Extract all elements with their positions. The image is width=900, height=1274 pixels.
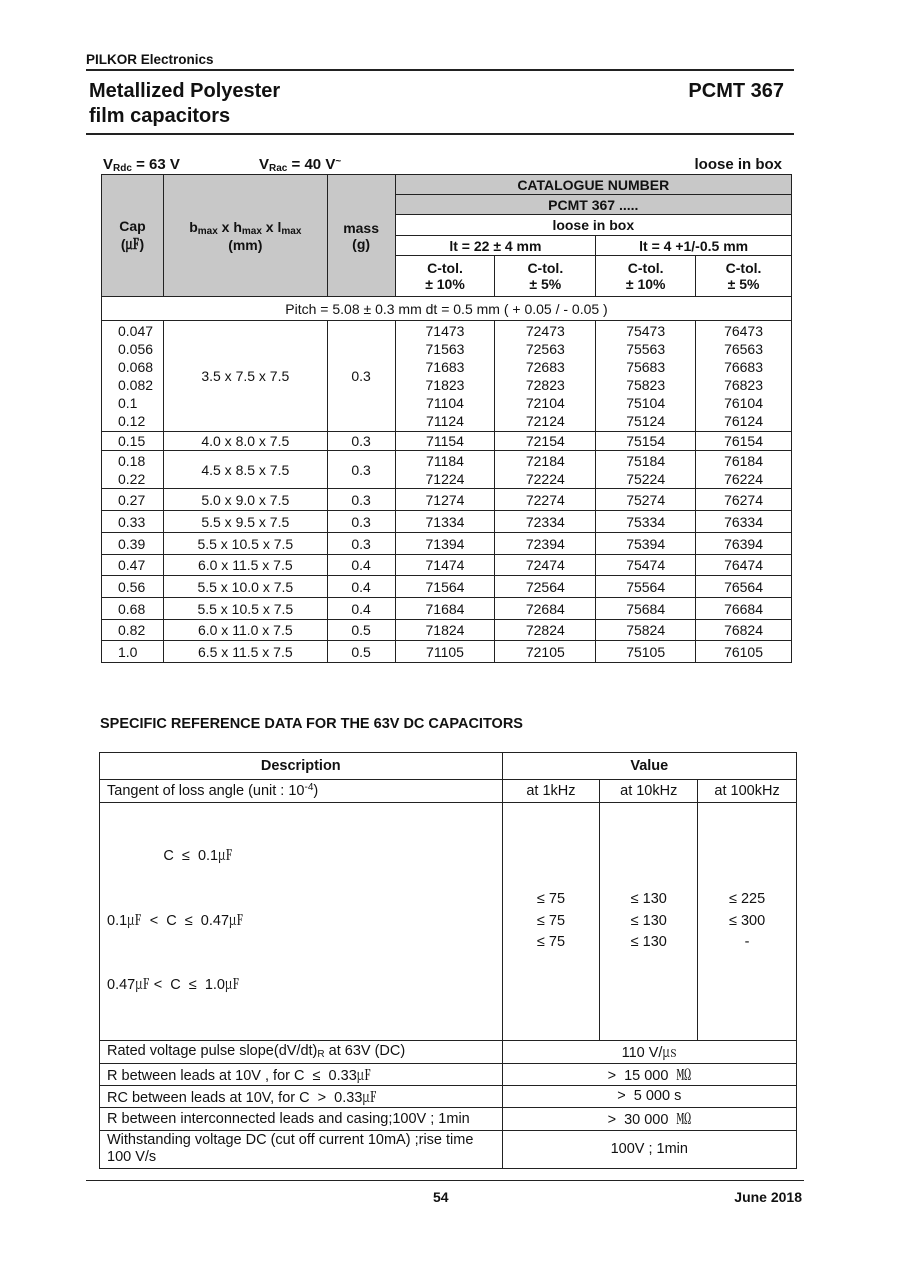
capacitance-cell-value: 0.47 (118, 557, 146, 574)
tangent-values-100khz: ≤ 225 ≤ 300 - (698, 803, 797, 1041)
catalogue-row (102, 576, 792, 598)
catalogue-row (102, 555, 792, 576)
dimensions-cell: 6.5 x 11.5 x 7.5 (163, 641, 327, 663)
catalogue-number-cell-value: 75224 (626, 470, 666, 487)
rc-label: RC between leads at 10V, for C > 0.33㎌ (100, 1085, 503, 1107)
capacitance-cell (102, 598, 164, 620)
catalogue-number-cell-value: 76563 (724, 340, 764, 357)
catalogue-number-cell-value: 76104 (724, 395, 764, 412)
catalogue-number-cell-value: 75154 (626, 433, 666, 449)
tangent-label: Tangent of loss angle (unit : $10^{-4}$) (100, 780, 503, 803)
dimensions-cell: 4.5 x 8.5 x 7.5 (163, 451, 327, 489)
col-header-lead-long: lt = 22 ± 4 mm (395, 236, 596, 256)
col-header-tol-5-short: C-tol. ± 5% (696, 256, 792, 297)
dimensions-cell: 3.5 x 7.5 x 7.5 (163, 321, 327, 432)
catalogue-number-cell-value: 71154 (426, 433, 464, 449)
catalogue-number-cell-value: 71394 (425, 535, 465, 552)
catalogue-number-cell-value: 75823 (626, 377, 666, 393)
catalogue-number-cell-value: 72823 (525, 377, 565, 393)
catalogue-row (102, 451, 792, 489)
catalogue-number-cell-value: 72274 (525, 491, 565, 508)
publication-date: June 2018 (734, 1189, 802, 1205)
capacitance-cell (102, 432, 164, 451)
catalogue-number-cell (696, 451, 792, 489)
catalogue-number-cell-value: 71334 (425, 513, 465, 530)
capacitance-cell-value: 0.12 (118, 413, 146, 430)
catalogue-number-cell (596, 576, 696, 598)
catalogue-row (102, 641, 792, 663)
catalogue-number-cell (395, 432, 495, 451)
catalogue-number-cell-value: 72105 (525, 643, 565, 660)
freq-100khz: at 100kHz (698, 780, 797, 803)
r-leads-label: R between leads at 10V , for C ≤ 0.33㎌ (100, 1063, 503, 1085)
catalogue-number-cell (495, 489, 596, 511)
col-header-tol-5-long: C-tol. ± 5% (495, 256, 596, 297)
mass-cell: 0.3 (327, 511, 395, 533)
dimensions-cell: 4.0 x 8.0 x 7.5 (163, 432, 327, 451)
catalogue-row (102, 489, 792, 511)
catalogue-number-cell-value: 76394 (724, 535, 764, 552)
capacitance-cell-value: 0.27 (118, 491, 146, 508)
col-header-lead-short: lt = 4 +1/-0.5 mm (596, 236, 792, 256)
rc-value: > 5 000 s (502, 1085, 796, 1107)
ref-header-description: Description (100, 753, 503, 780)
withstand-value: 100V ; 1min (502, 1130, 796, 1168)
catalogue-number-cell-value: 71683 (425, 358, 465, 375)
catalogue-number-cell-value: 72334 (525, 513, 565, 530)
catalogue-number-cell (495, 533, 596, 555)
catalogue-number-cell (696, 432, 792, 451)
catalogue-number-cell (495, 432, 596, 451)
catalogue-number-cell (596, 555, 696, 576)
catalogue-number-cell-value: 75824 (626, 622, 666, 639)
catalogue-number-cell-value: 72684 (525, 600, 565, 617)
catalogue-number-cell-value: 71224 (425, 470, 465, 487)
freq-10khz: at 10kHz (600, 780, 698, 803)
catalogue-number-cell-value: 76105 (724, 643, 764, 660)
catalogue-number-cell (596, 451, 696, 489)
catalogue-number-cell (696, 620, 792, 641)
catalogue-number-cell (395, 489, 495, 511)
catalogue-number-cell-value: 72564 (525, 578, 565, 595)
catalogue-number-cell-value: 72154 (525, 433, 565, 449)
catalogue-number-cell (395, 511, 495, 533)
catalogue-number-cell-value: 72474 (525, 557, 565, 574)
pulse-slope-label: Rated voltage pulse $slope(dV/dt)_R$ at 63V (DC) (100, 1040, 503, 1063)
catalogue-number-cell-value: 75473 (626, 322, 666, 339)
catalogue-number-cell (696, 555, 792, 576)
catalogue-number-cell-value: 76683 (724, 358, 764, 375)
capacitance-cell-value: 0.68 (118, 600, 146, 617)
catalogue-number-cell-value: 75684 (626, 600, 666, 617)
catalogue-number-cell (395, 576, 495, 598)
mass-cell: 0.4 (327, 598, 395, 620)
mass-cell: 0.3 (327, 489, 395, 511)
capacitance-cell-value: 0.33 (118, 513, 146, 530)
catalogue-row (102, 620, 792, 641)
catalogue-number-cell (596, 489, 696, 511)
tangent-conditions: C ≤ 0.1㎌ 0.1㎌ < C ≤ 0.47㎌ 0.47㎌ < C ≤ 1.0㎌ (100, 803, 503, 1041)
catalogue-number-cell-value: 76274 (724, 491, 764, 508)
catalogue-number-cell (596, 432, 696, 451)
col-header-tol-10-short: C-tol. ± 10% (596, 256, 696, 297)
catalogue-number-cell (696, 598, 792, 620)
capacitance-cell-value: 0.082 (118, 377, 154, 393)
r-casing-value: > 30 000 ㏁ (502, 1107, 796, 1130)
tangent-values-1khz: ≤ 75 ≤ 75 ≤ 75 (502, 803, 600, 1041)
catalogue-number-cell (696, 576, 792, 598)
capacitance-cell-value: 0.068 (118, 358, 154, 375)
mass-cell: 0.5 (327, 641, 395, 663)
dimensions-cell: 6.0 x 11.5 x 7.5 (163, 555, 327, 576)
catalogue-number-cell-value: 76473 (724, 322, 764, 339)
catalogue-number-cell-value: 71823 (425, 377, 465, 393)
catalogue-number-cell (596, 598, 696, 620)
catalogue-number-cell (696, 533, 792, 555)
mass-cell: 0.5 (327, 620, 395, 641)
catalogue-number-cell-value: 76823 (724, 377, 764, 393)
tangent-values-10khz: ≤ 130 ≤ 130 ≤ 130 (600, 803, 698, 1041)
company-name: PILKOR Electronics (86, 52, 214, 67)
capacitance-cell (102, 451, 164, 489)
pitch-note: Pitch = 5.08 ± 0.3 mm dt = 0.5 mm ( + 0.05 / - 0.05 ) (102, 297, 792, 321)
catalogue-number-cell-value: 71124 (426, 413, 464, 430)
catalogue-number-cell-value: 72224 (525, 470, 565, 487)
catalogue-number-cell (395, 451, 495, 489)
catalogue-number-cell-value: 75105 (626, 643, 666, 660)
dimensions-cell: 5.5 x 10.5 x 7.5 (163, 598, 327, 620)
header-rule-top (86, 69, 794, 71)
catalogue-number-cell (596, 511, 696, 533)
col-header-cap: Cap (㎌) (102, 175, 164, 297)
catalogue-number-cell-value: 72104 (525, 395, 565, 412)
catalogue-number-cell-value: 75104 (626, 395, 666, 412)
catalogue-number-cell (495, 620, 596, 641)
catalogue-number-cell-value: 71473 (425, 322, 465, 339)
catalogue-number-cell-value: 76124 (724, 413, 764, 430)
catalogue-number-cell (395, 641, 495, 663)
mass-cell: 0.3 (327, 451, 395, 489)
catalogue-row (102, 511, 792, 533)
section-title: SPECIFIC REFERENCE DATA FOR THE 63V DC CAPACITORS (100, 716, 523, 732)
catalogue-number-cell-value: 76564 (724, 578, 764, 595)
packing-label: loose in box (694, 156, 782, 173)
mass-cell: 0.3 (327, 321, 395, 432)
catalogue-number-cell (696, 489, 792, 511)
capacitance-cell-value: 0.22 (118, 470, 146, 487)
capacitance-cell (102, 576, 164, 598)
catalogue-number-cell-value: 75564 (626, 578, 666, 595)
capacitance-cell-value: 0.15 (118, 433, 146, 449)
r-casing-label: R between interconnected leads and casing;100V ; 1min (100, 1107, 503, 1130)
capacitance-cell-value: 0.1 (118, 395, 138, 412)
catalogue-number-cell-value: 71474 (425, 557, 465, 574)
catalogue-row (102, 432, 792, 451)
dimensions-cell: 5.5 x 9.5 x 7.5 (163, 511, 327, 533)
capacitance-cell-value: 0.39 (118, 535, 146, 552)
catalogue-number-cell-value: 72563 (525, 340, 565, 357)
catalogue-number-cell-value: 76824 (724, 622, 764, 639)
dimensions-cell: 6.0 x 11.0 x 7.5 (163, 620, 327, 641)
catalogue-number-cell (495, 598, 596, 620)
col-header-tol-10-long: C-tol. ± 10% (395, 256, 495, 297)
catalogue-number-cell-value: 75474 (626, 557, 666, 574)
catalogue-number-cell (495, 555, 596, 576)
dimensions-cell: 5.5 x 10.5 x 7.5 (163, 533, 327, 555)
mass-cell: 0.3 (327, 533, 395, 555)
part-number: PCMT 367 (688, 80, 784, 102)
catalogue-number-cell-value: 76224 (724, 470, 764, 487)
catalogue-number-cell-value: 71563 (425, 340, 465, 357)
catalogue-number-cell-value: 71824 (425, 622, 465, 639)
catalogue-number-cell-value: 71184 (426, 452, 464, 469)
col-header-catalogue-number: CATALOGUE NUMBER (395, 175, 791, 195)
catalogue-number-cell-value: 72124 (525, 413, 565, 430)
capacitance-cell-value: 0.18 (118, 452, 146, 469)
mass-cell: 0.4 (327, 576, 395, 598)
footer-rule (86, 1180, 804, 1181)
catalogue-number-cell-value: 76184 (724, 452, 764, 469)
capacitance-cell (102, 489, 164, 511)
catalogue-number-cell-value: 75394 (626, 535, 666, 552)
catalogue-number-cell (395, 620, 495, 641)
catalogue-number-cell (596, 641, 696, 663)
rated-dc-voltage: $V_{Rdc} = 63$ V (103, 156, 180, 174)
catalogue-number-cell (495, 576, 596, 598)
catalogue-number-cell-value: 75124 (626, 413, 666, 430)
catalogue-number-cell-value: 72683 (525, 358, 565, 375)
mass-cell: 0.4 (327, 555, 395, 576)
catalogue-row (102, 321, 792, 432)
dimensions-cell: 5.0 x 9.0 x 7.5 (163, 489, 327, 511)
catalogue-number-cell-value: 72824 (525, 622, 565, 639)
catalogue-number-cell-value: 76474 (724, 557, 764, 574)
col-header-mass: mass (g) (327, 175, 395, 297)
capacitance-cell-value: 0.056 (118, 340, 154, 357)
page-number: 54 (433, 1189, 449, 1205)
catalogue-number-cell-value: 75334 (626, 513, 666, 530)
catalogue-number-cell (495, 641, 596, 663)
capacitance-cell-value: 1.0 (118, 643, 138, 660)
catalogue-number-cell (395, 598, 495, 620)
catalogue-number-cell-value: 76334 (724, 513, 764, 530)
catalogue-number-cell-value: 71105 (426, 643, 464, 660)
catalogue-number-cell (596, 533, 696, 555)
catalogue-number-cell-value: 75683 (626, 358, 666, 375)
dimensions-cell: 5.5 x 10.0 x 7.5 (163, 576, 327, 598)
header-rule-bottom (86, 133, 794, 135)
product-title-line1: Metallized Polyester (89, 80, 281, 102)
r-leads-value: > 15 000 ㏁ (502, 1063, 796, 1085)
catalogue-row (102, 533, 792, 555)
catalogue-number-cell-value: 76154 (724, 433, 764, 449)
catalogue-number-cell-value: 72184 (525, 452, 565, 469)
capacitance-cell-value: 0.82 (118, 622, 146, 639)
capacitance-cell (102, 321, 164, 432)
col-header-series: PCMT 367 ..... (395, 195, 791, 215)
catalogue-number-cell (696, 511, 792, 533)
catalogue-number-cell (596, 321, 696, 432)
catalogue-number-cell (395, 555, 495, 576)
catalogue-number-cell-value: 72473 (525, 322, 565, 339)
ref-header-value: Value (502, 753, 796, 780)
catalogue-number-cell-value: 72394 (525, 535, 565, 552)
mass-cell: 0.3 (327, 432, 395, 451)
col-header-packing: loose in box (395, 215, 791, 236)
capacitance-cell (102, 620, 164, 641)
catalogue-number-cell (495, 451, 596, 489)
col-header-dimensions: $b_{max}$ x $h_{max}$ x $l_{max}$ (mm) (163, 175, 327, 297)
catalogue-number-cell-value: 75274 (626, 491, 666, 508)
catalogue-number-cell (395, 321, 495, 432)
catalogue-number-cell (395, 533, 495, 555)
catalogue-number-cell-value: 76684 (724, 600, 764, 617)
capacitance-cell-value: 0.047 (118, 322, 154, 339)
pulse-slope-value: 110 V/㎲ (502, 1040, 796, 1063)
capacitance-cell-value: 0.56 (118, 578, 146, 595)
catalogue-table (101, 174, 792, 663)
product-title-line2: film capacitors (89, 105, 231, 127)
catalogue-number-cell-value: 75184 (626, 452, 666, 469)
catalogue-number-cell (696, 321, 792, 432)
catalogue-number-cell (495, 321, 596, 432)
rated-ac-voltage: $V_{Rac} = 40$ V~ (259, 156, 342, 174)
catalogue-number-cell (696, 641, 792, 663)
catalogue-number-cell-value: 71104 (426, 395, 464, 412)
catalogue-number-cell-value: 71274 (425, 491, 465, 508)
catalogue-number-cell-value: 71684 (425, 600, 465, 617)
catalogue-number-cell-value: 71564 (425, 578, 465, 595)
reference-table (99, 752, 797, 1169)
capacitance-cell (102, 555, 164, 576)
catalogue-number-cell (495, 511, 596, 533)
catalogue-number-cell-value: 75563 (626, 340, 666, 357)
catalogue-row (102, 598, 792, 620)
catalogue-number-cell (596, 620, 696, 641)
capacitance-cell (102, 511, 164, 533)
freq-1khz: at 1kHz (502, 780, 600, 803)
capacitance-cell (102, 533, 164, 555)
withstand-label: Withstanding voltage DC (cut off current 10mA) ;rise time 100 V/s (100, 1130, 503, 1168)
capacitance-cell (102, 641, 164, 663)
